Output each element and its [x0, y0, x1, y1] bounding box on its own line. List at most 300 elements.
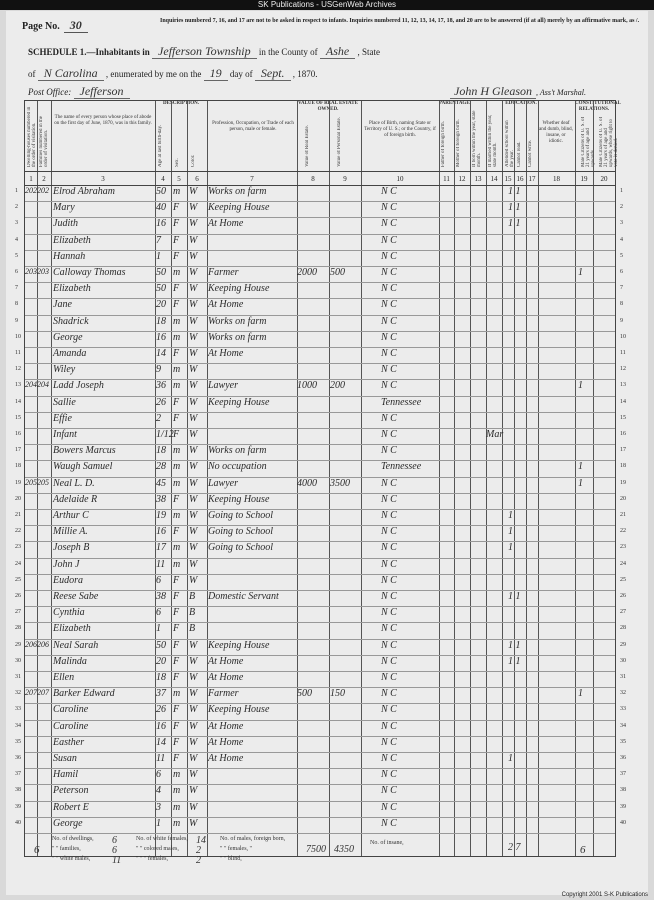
table-row	[25, 460, 615, 476]
col-header-10: Place of Birth, naming State or Territory of U. S.; or the Country, if of foreign birth.	[364, 121, 436, 138]
table-row	[25, 639, 615, 655]
cell-occ: Works on farm	[208, 445, 267, 457]
cell-sex: F	[173, 348, 180, 359]
white-males-label: " " white males,	[52, 856, 91, 862]
cell-c1517: 1	[508, 510, 513, 521]
table-row	[25, 396, 615, 412]
column-number: 8	[311, 175, 315, 183]
cell-sex: F	[173, 591, 180, 602]
cell-name: Amanda	[53, 348, 87, 359]
cell-birth: N C	[381, 493, 397, 505]
row-number-left: 18	[15, 463, 21, 470]
table-row	[25, 655, 615, 671]
cell-name: Neal Sarah	[53, 639, 99, 651]
row-number-left: 39	[15, 803, 21, 810]
cell-dw: 202	[25, 186, 37, 195]
cell-name: Shadrick	[53, 315, 89, 327]
cell-birth: N C	[381, 380, 397, 392]
cell-name: Effie	[53, 412, 72, 424]
row-number-right: 14	[620, 398, 626, 405]
cell-age: 50	[156, 186, 166, 197]
insane-label: No. of insane,	[370, 840, 404, 846]
row-number-right: 29	[620, 641, 626, 648]
cell-birth: N C	[381, 429, 397, 440]
row-number-right: 37	[620, 771, 626, 778]
cell-sex: F	[173, 493, 180, 505]
cell-age: 2	[156, 412, 161, 424]
row-number-left: 23	[15, 544, 21, 551]
cell-re: 4000	[297, 477, 317, 489]
cell-color: W	[189, 412, 198, 424]
column-number: 4	[161, 175, 165, 183]
cell-occ: At Home	[208, 720, 244, 732]
row-number-right: 15	[620, 414, 626, 421]
month: Sept.	[255, 66, 291, 81]
cell-name: Hamil	[53, 769, 78, 781]
table-row	[25, 201, 615, 217]
table-row	[25, 590, 615, 606]
cell-birth: N C	[381, 477, 397, 489]
col-header-2: Families numbered in the order of visitation.	[39, 116, 49, 167]
row-number-right: 6	[620, 269, 623, 275]
cell-dw: 207	[25, 688, 37, 698]
cell-name: Ladd Joseph	[53, 380, 104, 392]
column-number: 20	[600, 175, 608, 183]
cell-birth: N C	[381, 753, 397, 764]
cell-color: W	[189, 542, 198, 554]
cell-c19: 1	[578, 461, 583, 473]
row-number-left: 2	[15, 204, 18, 211]
cell-age: 19	[156, 510, 166, 521]
row-number-right: 9	[620, 317, 623, 324]
cell-birth: N C	[381, 412, 397, 424]
cell-color: W	[189, 186, 198, 197]
dwellings-count: 6	[112, 835, 117, 846]
cell-occ: Keeping House	[208, 493, 270, 505]
table-row	[25, 493, 615, 509]
cell-sex: F	[173, 639, 180, 651]
col-header-3: The name of every person whose place of abode on the first day of June, 1870, was in this family.	[54, 115, 152, 126]
row-number-left: 33	[15, 706, 21, 713]
cell-color: W	[189, 736, 198, 748]
cell-re: 2000	[297, 267, 317, 278]
column-number: 19	[580, 175, 588, 183]
cell-color: W	[189, 769, 198, 781]
cell-occ: At Home	[208, 672, 244, 683]
column-number: 3	[101, 175, 105, 183]
cell-name: Reese Sabe	[53, 591, 99, 602]
cell-sex: m	[173, 267, 181, 278]
row-number-left: 29	[15, 641, 21, 648]
cell-age: 7	[156, 234, 161, 246]
white-females-count: 14	[196, 835, 206, 846]
cell-c1517: 1	[508, 542, 513, 554]
row-number-right: 7	[620, 285, 623, 292]
table-row	[25, 477, 615, 493]
cell-birth: N C	[381, 218, 397, 230]
row-number-right: 17	[620, 447, 626, 454]
day-label: day of	[229, 69, 253, 79]
cell-color: W	[189, 202, 198, 214]
row-number-right: 27	[620, 609, 626, 616]
row-number-left: 27	[15, 609, 21, 616]
cell-birth: N C	[381, 720, 397, 732]
cell-name: Eudora	[53, 574, 83, 586]
marshal-name: John H Gleason	[450, 84, 536, 99]
cell-sex: F	[173, 655, 180, 667]
cell-age: 16	[156, 331, 166, 343]
col-header-15: Attended school within the year.	[505, 120, 515, 167]
cell-sex: F	[173, 234, 180, 246]
cell-sex: m	[173, 688, 181, 700]
copyright: Copyright 2001 S-K Publications	[561, 892, 648, 898]
cell-color: W	[189, 574, 198, 586]
cell-age: 40	[156, 202, 166, 214]
row-number-right: 36	[620, 755, 626, 761]
col-header-14: If married within the year, state month.	[488, 114, 498, 167]
cell-name: Calloway Thomas	[53, 267, 126, 278]
cell-birth: N C	[381, 510, 397, 521]
cell-birth: Tennessee	[381, 396, 422, 408]
column-number: 13	[474, 175, 482, 183]
year: , 1870.	[292, 69, 318, 79]
row-number-right: 35	[620, 738, 626, 745]
cell-color: W	[189, 720, 198, 732]
cell-occ: At Home	[208, 655, 244, 667]
cell-sex: F	[173, 202, 180, 214]
cell-name: Ellen	[53, 672, 75, 683]
cell-occ: Farmer	[208, 267, 239, 278]
cell-age: 38	[156, 591, 166, 602]
cell-name: John J	[53, 558, 80, 570]
cell-color: W	[189, 639, 198, 651]
row-number-right: 19	[620, 479, 626, 486]
col-header-12: Mother of foreign birth.	[456, 119, 461, 167]
table-row	[25, 736, 615, 752]
cell-sex: F	[173, 283, 180, 295]
cell-c1517: 1 1	[508, 202, 521, 214]
cell-birth: N C	[381, 250, 397, 262]
row-number-right: 3	[620, 220, 623, 227]
cell-age: 26	[156, 704, 166, 716]
col-header-17: Cannot write.	[528, 139, 533, 167]
cell-re: 500	[297, 688, 312, 700]
cell-sex: m	[173, 364, 181, 376]
cell-color: W	[189, 267, 198, 278]
cell-color: W	[189, 299, 198, 311]
row-number-left: 1	[15, 188, 18, 194]
header-divider	[25, 171, 615, 172]
parentage-header: PARENTAGE.	[439, 101, 471, 106]
site-banner: SK Publications - USGenWeb Archives	[0, 0, 654, 10]
table-row	[25, 525, 615, 541]
col-header-9: Value of Personal Estate.	[337, 117, 342, 167]
cell-sex: m	[173, 801, 181, 813]
row-number-left: 25	[15, 576, 21, 583]
state: N Carolina	[38, 66, 104, 81]
inquiry-note: Inquiries numbered 7, 16, and 17 are not to be asked in respect to infants. Inquiries numbered 11, 12, 13, 14, 17, 18, and 20 are to be answered (if at all) merely by an affirmative mark, as /.	[160, 18, 640, 24]
cell-sex: m	[173, 510, 181, 521]
of-label: of	[28, 69, 36, 79]
cell-sex: F	[173, 623, 180, 635]
cell-dw: 204	[25, 380, 37, 390]
cell-color: B	[189, 623, 196, 635]
cell-name: Waugh Samuel	[53, 461, 113, 473]
row-number-right: 32	[620, 690, 626, 697]
total-personal-estate: 4350	[334, 844, 354, 855]
cell-occ: At Home	[208, 753, 244, 764]
cell-sex: m	[173, 817, 181, 829]
foreign-born-label: No. of males, foreign born,	[220, 836, 286, 842]
table-row	[25, 412, 615, 428]
row-number-left: 28	[15, 625, 21, 632]
census-table	[24, 100, 621, 857]
column-number: 6	[195, 175, 199, 183]
cell-occ: Works on farm	[208, 186, 267, 197]
cell-dw: 205	[25, 477, 37, 487]
cell-age: 26	[156, 396, 166, 408]
cell-occ: Keeping House	[208, 202, 270, 214]
cell-name: Caroline	[53, 720, 89, 732]
row-number-right: 1	[620, 188, 623, 194]
row-number-left: 17	[15, 447, 21, 454]
row-number-right: 18	[620, 463, 626, 470]
total-real-estate: 7500	[306, 844, 326, 855]
cell-name: George	[53, 331, 83, 343]
cell-color: W	[189, 672, 198, 683]
col-header-11: Father of foreign birth.	[441, 121, 446, 167]
cell-birth: N C	[381, 623, 397, 635]
cell-birth: N C	[381, 817, 397, 829]
col-header-7: Profession, Occupation, or Trade of each person, male or female.	[212, 121, 294, 132]
cell-dw: 206	[25, 639, 37, 649]
column-number: 9	[343, 175, 347, 183]
col-header-18: Whether deaf and dumb, blind, insane, or idiotic.	[539, 121, 573, 144]
row-number-left: 15	[15, 414, 21, 421]
estate-header: VALUE OF REAL ESTATE OWNED.	[298, 101, 358, 112]
cell-c19: 1	[578, 267, 583, 278]
cell-c1517: 1	[508, 526, 513, 538]
cell-birth: N C	[381, 526, 397, 538]
cell-birth: N C	[381, 364, 397, 376]
cell-sex: F	[173, 736, 180, 748]
cell-color: W	[189, 704, 198, 716]
row-number-left: 13	[15, 382, 21, 389]
row-divider	[25, 833, 615, 834]
cell-name: Mary	[53, 202, 75, 214]
post-office-label: Post Office:	[28, 87, 72, 97]
row-number-left: 30	[15, 657, 21, 664]
cell-birth: N C	[381, 186, 397, 197]
cell-sex: F	[173, 250, 180, 262]
cell-name: Infant	[53, 429, 77, 440]
row-number-right: 33	[620, 706, 626, 713]
row-number-left: 6	[15, 269, 18, 275]
table-row	[25, 784, 615, 800]
cell-age: 14	[156, 348, 166, 359]
row-number-right: 40	[620, 819, 626, 826]
cell-name: Arthur C	[53, 510, 89, 521]
cell-color: W	[189, 655, 198, 667]
row-number-left: 14	[15, 398, 21, 405]
cell-occ: Keeping House	[208, 639, 270, 651]
row-number-left: 11	[15, 350, 21, 356]
table-row	[25, 509, 615, 525]
dwellings-label: No. of dwellings,	[52, 836, 94, 842]
state-label: , State	[357, 47, 380, 57]
cell-birth: N C	[381, 234, 397, 246]
cell-occ: No occupation	[208, 461, 267, 473]
row-number-left: 19	[15, 479, 21, 486]
colored-females-count: 2	[196, 855, 201, 866]
cell-sex: m	[173, 186, 181, 197]
cell-age: 1/12	[156, 429, 174, 440]
cell-occ: Domestic Servant	[208, 591, 279, 602]
row-number-right: 12	[620, 366, 626, 373]
row-number-left: 34	[15, 722, 21, 729]
column-number: 10	[396, 175, 404, 183]
cell-age: 38	[156, 493, 166, 505]
column-number: 18	[553, 175, 560, 183]
cell-sex: F	[173, 720, 180, 732]
cell-birth: N C	[381, 558, 397, 570]
cell-sex: F	[173, 396, 180, 408]
cell-age: 18	[156, 445, 166, 457]
col-header-1: Dwelling-houses numbered in the order of visitation.	[27, 106, 37, 167]
cell-occ: Keeping House	[208, 396, 270, 408]
cell-c19: 1	[578, 477, 583, 489]
cell-fam: 206	[37, 639, 49, 649]
cell-dw: 203	[25, 267, 37, 276]
cell-color: W	[189, 234, 198, 246]
row-number-right: 23	[620, 544, 626, 551]
row-number-left: 24	[15, 560, 21, 567]
cell-sex: m	[173, 315, 181, 327]
families-count: 6	[112, 845, 117, 856]
cell-color: W	[189, 380, 198, 392]
cell-name: Sallie	[53, 396, 76, 408]
row-number-left: 35	[15, 738, 21, 745]
cell-age: 20	[156, 655, 166, 667]
cell-c19: 1	[578, 380, 583, 392]
col-header-8: Value of Real Estate.	[305, 125, 310, 167]
table-row	[25, 752, 615, 768]
females-foreign-label: " " females, "	[220, 846, 253, 852]
cell-birth: N C	[381, 315, 397, 327]
cell-age: 11	[156, 753, 166, 764]
cell-name: Easther	[53, 736, 85, 748]
cell-occ: At Home	[208, 348, 244, 359]
table-row	[25, 363, 615, 379]
marshal-line	[450, 84, 586, 99]
table-row	[25, 250, 615, 266]
row-number-left: 32	[15, 690, 21, 697]
cell-c1517: 1 1	[508, 655, 521, 667]
row-number-right: 4	[620, 236, 623, 243]
row-number-left: 4	[15, 236, 18, 243]
cell-occ: At Home	[208, 736, 244, 748]
cell-name: Barker Edward	[53, 688, 115, 700]
cell-age: 50	[156, 283, 166, 295]
table-row	[25, 185, 615, 201]
cell-sex: m	[173, 461, 181, 473]
table-row	[25, 266, 615, 282]
table-row	[25, 671, 615, 687]
page-number	[22, 18, 88, 33]
cell-occ: Lawyer	[208, 380, 238, 392]
cell-occ: Going to School	[208, 542, 273, 554]
cell-occ: Keeping House	[208, 704, 270, 716]
row-number-left: 3	[15, 220, 18, 227]
cell-name: Neal L. D.	[53, 477, 95, 489]
cell-fam: 202	[37, 186, 49, 195]
row-number-right: 34	[620, 722, 626, 729]
cell-sex: F	[173, 412, 180, 424]
cell-pe: 150	[330, 688, 345, 700]
column-number: 11	[443, 175, 450, 183]
cell-c1517: 1 1	[508, 639, 521, 651]
cell-sex: F	[173, 672, 180, 683]
cell-color: B	[189, 591, 196, 602]
cell-sex: F	[173, 574, 180, 586]
row-number-left: 31	[15, 674, 21, 680]
column-number: 1	[29, 175, 33, 183]
column-number: 16	[516, 175, 524, 183]
table-row	[25, 720, 615, 736]
enumerated-label: , enumerated by me on the	[105, 69, 202, 79]
row-number-right: 2	[620, 204, 623, 211]
county: Ashe	[320, 44, 355, 59]
cell-sex: m	[173, 445, 181, 457]
cell-name: Judith	[53, 218, 78, 230]
cell-name: Adelaide R	[53, 493, 98, 505]
table-row	[25, 379, 615, 395]
column-number: 17	[528, 175, 536, 183]
col-header-4: Age at last birth-day.	[158, 125, 163, 167]
cell-age: 6	[156, 574, 161, 586]
row-number-right: 5	[620, 252, 623, 259]
cell-age: 1	[156, 623, 161, 635]
cell-age: 36	[156, 380, 166, 392]
cell-birth: N C	[381, 688, 397, 700]
post-office: Jefferson	[74, 84, 130, 99]
row-number-right: 31	[620, 674, 626, 680]
cell-name: Peterson	[53, 785, 89, 797]
col-header-6: Color.	[191, 154, 196, 167]
cell-pe: 200	[330, 380, 345, 392]
cell-age: 18	[156, 672, 166, 683]
cell-age: 6	[156, 607, 161, 619]
total-education: 2 7	[508, 842, 521, 853]
table-row	[25, 347, 615, 363]
cell-birth: N C	[381, 348, 397, 359]
cell-sex: F	[173, 753, 180, 764]
table-row	[25, 541, 615, 557]
cell-name: Elrod Abraham	[53, 186, 115, 197]
row-number-right: 26	[620, 593, 626, 599]
cell-age: 50	[156, 267, 166, 278]
cell-c1517: 1 1	[508, 591, 521, 602]
table-row	[25, 574, 615, 590]
cell-age: 50	[156, 639, 166, 651]
col-header-19: Male Citizens of U. S. of 21 years of age and upwards.	[581, 116, 596, 167]
cell-birth: N C	[381, 672, 397, 683]
cell-birth: N C	[381, 801, 397, 813]
cell-birth: N C	[381, 574, 397, 586]
row-number-right: 21	[620, 512, 626, 518]
cell-color: W	[189, 396, 198, 408]
white-males-count: 11	[112, 855, 122, 866]
